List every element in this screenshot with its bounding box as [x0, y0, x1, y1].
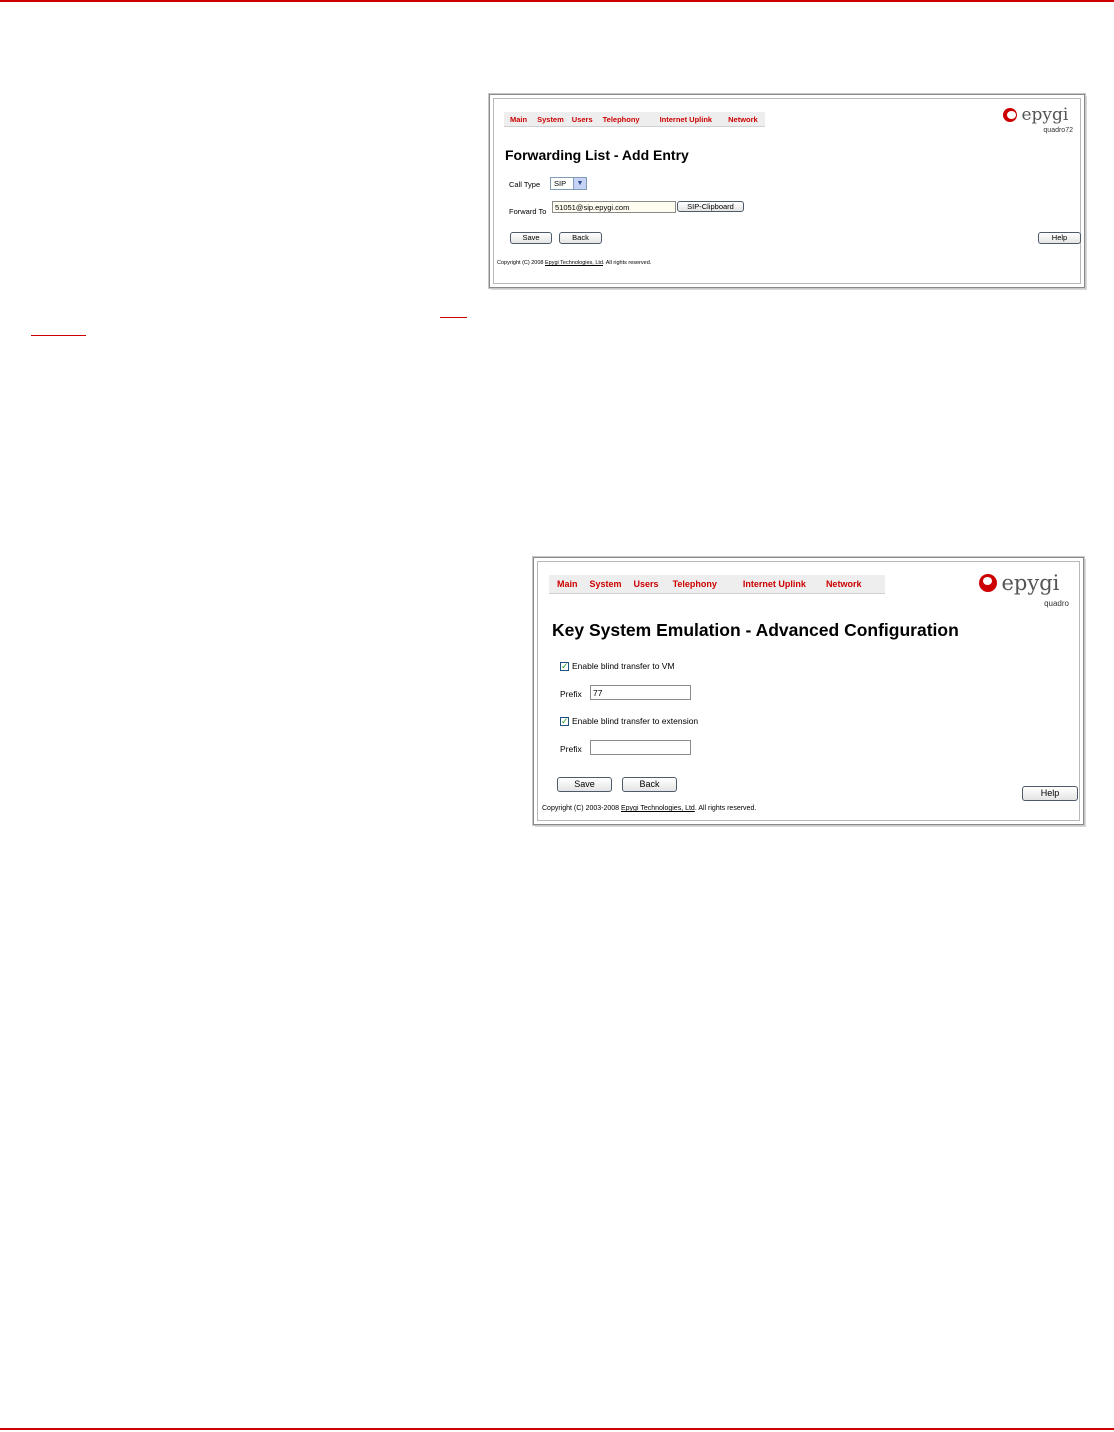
back-button[interactable]: Back	[622, 777, 677, 792]
menu-item-network[interactable]: Network	[728, 114, 758, 124]
page-title: Forwarding List - Add Entry	[505, 147, 689, 163]
help-button[interactable]: Help	[1022, 786, 1078, 801]
copyright-text: Copyright (C) 2008 Epygi Technologies, Ltd. All rights reserved.	[497, 260, 652, 266]
epygi-swirl-icon	[1003, 108, 1017, 122]
enable-blind-transfer-extension-label: Enable blind transfer to extension	[572, 716, 699, 726]
vm-prefix-label: Prefix	[560, 689, 582, 699]
save-button[interactable]: Save	[557, 777, 612, 792]
extension-prefix-label: Prefix	[560, 744, 582, 754]
forward-to-input[interactable]	[552, 201, 676, 213]
page-title: Key System Emulation - Advanced Configuration	[552, 620, 959, 640]
menu-item-system[interactable]: System	[589, 579, 622, 589]
enable-blind-transfer-vm-checkbox[interactable]: ✓	[561, 661, 569, 671]
menu-item-main[interactable]: Main	[510, 114, 528, 124]
epygi-link[interactable]: Epygi Technologies, Ltd	[545, 260, 603, 266]
link-underline-fragment	[31, 335, 86, 336]
forwarding-list-screenshot	[489, 94, 1085, 288]
call-type-label: Call Type	[509, 180, 541, 189]
menu-item-users[interactable]: Users	[571, 114, 593, 124]
menu-item-main[interactable]: Main	[557, 579, 578, 589]
key-system-emulation-screenshot	[533, 557, 1084, 825]
menu-item-telephony[interactable]: Telephony	[602, 114, 640, 124]
menu-item-telephony[interactable]: Telephony	[672, 579, 717, 589]
epygi-swirl-icon	[979, 574, 997, 592]
call-type-select[interactable]: SIP ▼	[550, 177, 587, 190]
menu-item-internet-uplink[interactable]: Internet Uplink	[659, 114, 713, 124]
epygi-logo: epygi quadro	[979, 571, 1069, 607]
copyright-text: Copyright (C) 2003-2008 Epygi Technologies, Ltd. All rights reserved.	[542, 805, 757, 812]
forward-to-label: Forward To	[509, 207, 547, 216]
vm-prefix-input[interactable]	[590, 685, 691, 700]
link-underline-fragment	[440, 317, 467, 318]
menu-item-users[interactable]: Users	[633, 579, 659, 589]
back-button[interactable]: Back	[559, 232, 602, 244]
page-bottom-rule	[0, 1428, 1114, 1430]
menu-item-internet-uplink[interactable]: Internet Uplink	[742, 579, 806, 589]
help-button[interactable]: Help	[1038, 232, 1081, 244]
main-menu	[504, 112, 765, 127]
extension-prefix-input[interactable]	[590, 740, 691, 755]
menu-item-network[interactable]: Network	[825, 579, 862, 589]
enable-blind-transfer-extension-checkbox[interactable]: ✓	[561, 716, 569, 726]
main-menu	[549, 575, 885, 594]
epygi-logo: epygi quadro72	[1003, 105, 1073, 135]
chevron-down-icon: ▼	[573, 178, 586, 189]
enable-blind-transfer-vm-label: Enable blind transfer to VM	[572, 661, 675, 671]
sip-clipboard-button[interactable]: SIP-Clipboard	[677, 201, 744, 212]
menu-item-system[interactable]: System	[537, 114, 564, 124]
page-top-rule	[0, 0, 1114, 2]
epygi-link[interactable]: Epygi Technologies, Ltd	[621, 805, 695, 812]
save-button[interactable]: Save	[510, 232, 552, 244]
